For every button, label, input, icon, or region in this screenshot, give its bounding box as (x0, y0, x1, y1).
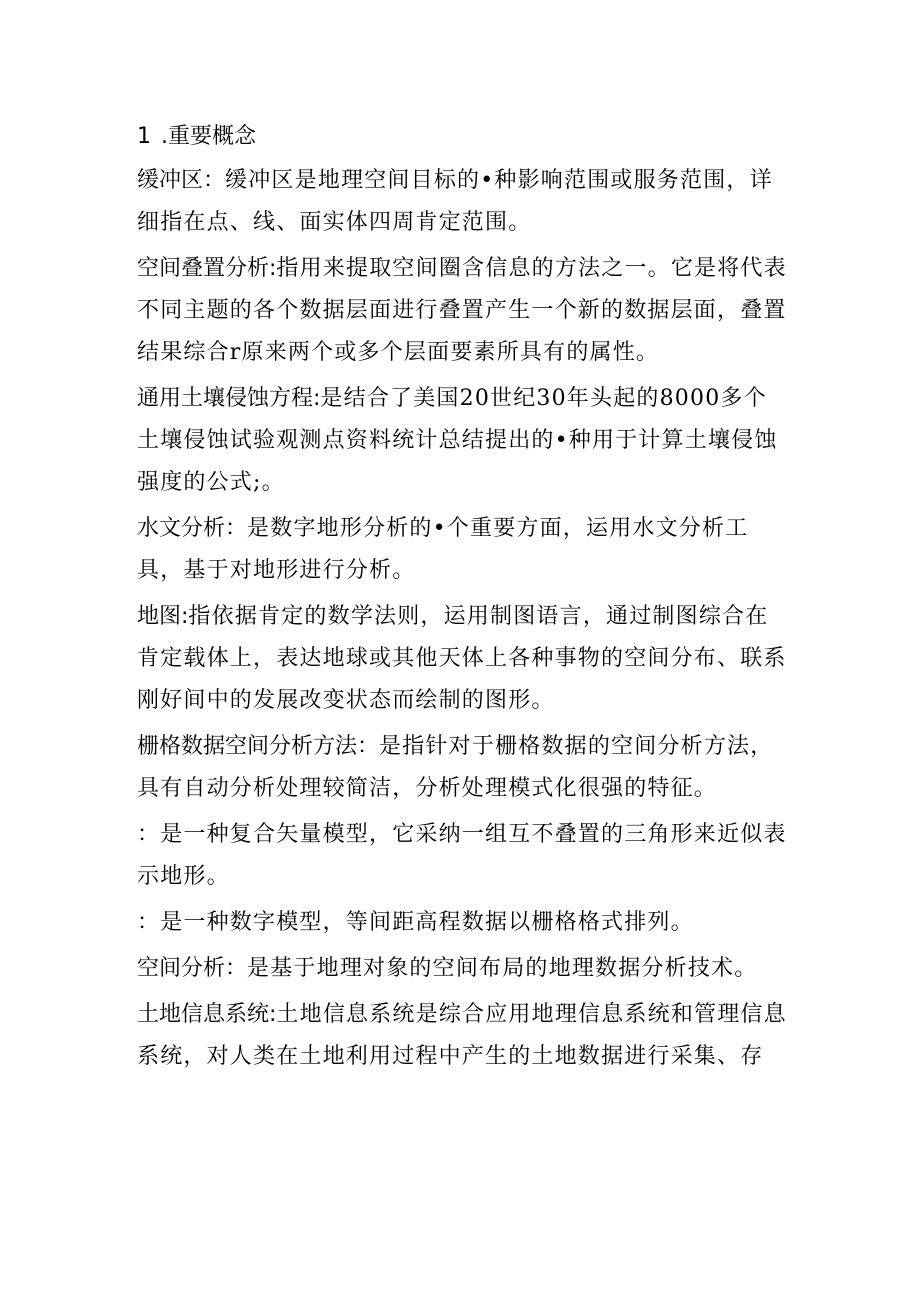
concept-entry-spatial-analysis (137, 948, 787, 990)
concept-term: 水文分析： (137, 516, 248, 541)
concept-definition: 是基于地理对象的空间布局的地理数据分析技术。 (247, 956, 758, 981)
concept-definition: 缓冲区是地理空间目标的•种影响范围或服务范围，详细指在点、线、面实体四周肯定范围。 (137, 168, 773, 235)
section-title: .重要概念 (161, 124, 256, 149)
concept-entry-hydrologic-analysis (137, 508, 787, 592)
concept-entry-raster-analysis (137, 726, 787, 810)
concept-definition: ：是一种数字模型，等间距高程数据以栅格格式排列。 (137, 910, 694, 935)
concept-definition: 是数字地形分析的•个重要方面，运用水文分析工具，基于对地形进行分析。 (137, 516, 749, 583)
concept-term: 地图: (137, 604, 189, 629)
concept-term: 栅格数据空间分析方法： (137, 734, 380, 759)
concept-definition: 指用来提取空间圈含信息的方法之一。它是将代表不同主题的各个数据层面进行叠置产生一个新的数据层面，叠置结果综合r原来两个或多个层面要素所具有的属性。 (137, 256, 787, 365)
concept-entry-buffer (137, 160, 787, 244)
concept-definition: 是指针对于栅格数据的空间分析方法，具有自动分析处理较简洁，分析处理模式化很强的特征。 (137, 734, 774, 801)
concept-definition: ：是一种复合矢量模型，它采纳一组互不叠置的三角形来近似表示地形。 (137, 822, 787, 889)
concept-term: 通用土壤侵蚀方程: (137, 386, 321, 411)
concept-term: 土地信息系统: (137, 1002, 277, 1027)
concept-definition: 指依据肯定的数学法则，运用制图语言，通过制图综合在肯定载体上，表达地球或其他天体上各种事物的空间分布、联系刚好间中的发展改变状态而绘制的图形。 (137, 604, 787, 713)
concept-entry-lis (137, 994, 787, 1078)
concept-term: 缓冲区： (137, 168, 226, 193)
concept-entry-dem (137, 902, 787, 944)
concept-term: 空间分析： (137, 956, 248, 981)
document-body (137, 114, 787, 1082)
concept-entry-usle (137, 378, 787, 504)
concept-definition: 是结合了美国20世纪30年头起的8000多个土壤侵蚀试验观测点资料统计总结提出的•种用于计算土壤侵蚀强度的公式;。 (137, 386, 778, 495)
concept-entry-map (137, 596, 787, 722)
concept-definition: 土地信息系统是综合应用地理信息系统和管理信息系统，对人类在土地利用过程中产生的土地数据进行采集、存 (137, 1002, 787, 1069)
concept-entry-tin (137, 814, 787, 898)
concept-term: 空间叠置分析: (137, 256, 277, 281)
section-number: 1 (137, 124, 151, 149)
concept-entry-overlay-analysis (137, 248, 787, 374)
section-heading (137, 114, 787, 160)
